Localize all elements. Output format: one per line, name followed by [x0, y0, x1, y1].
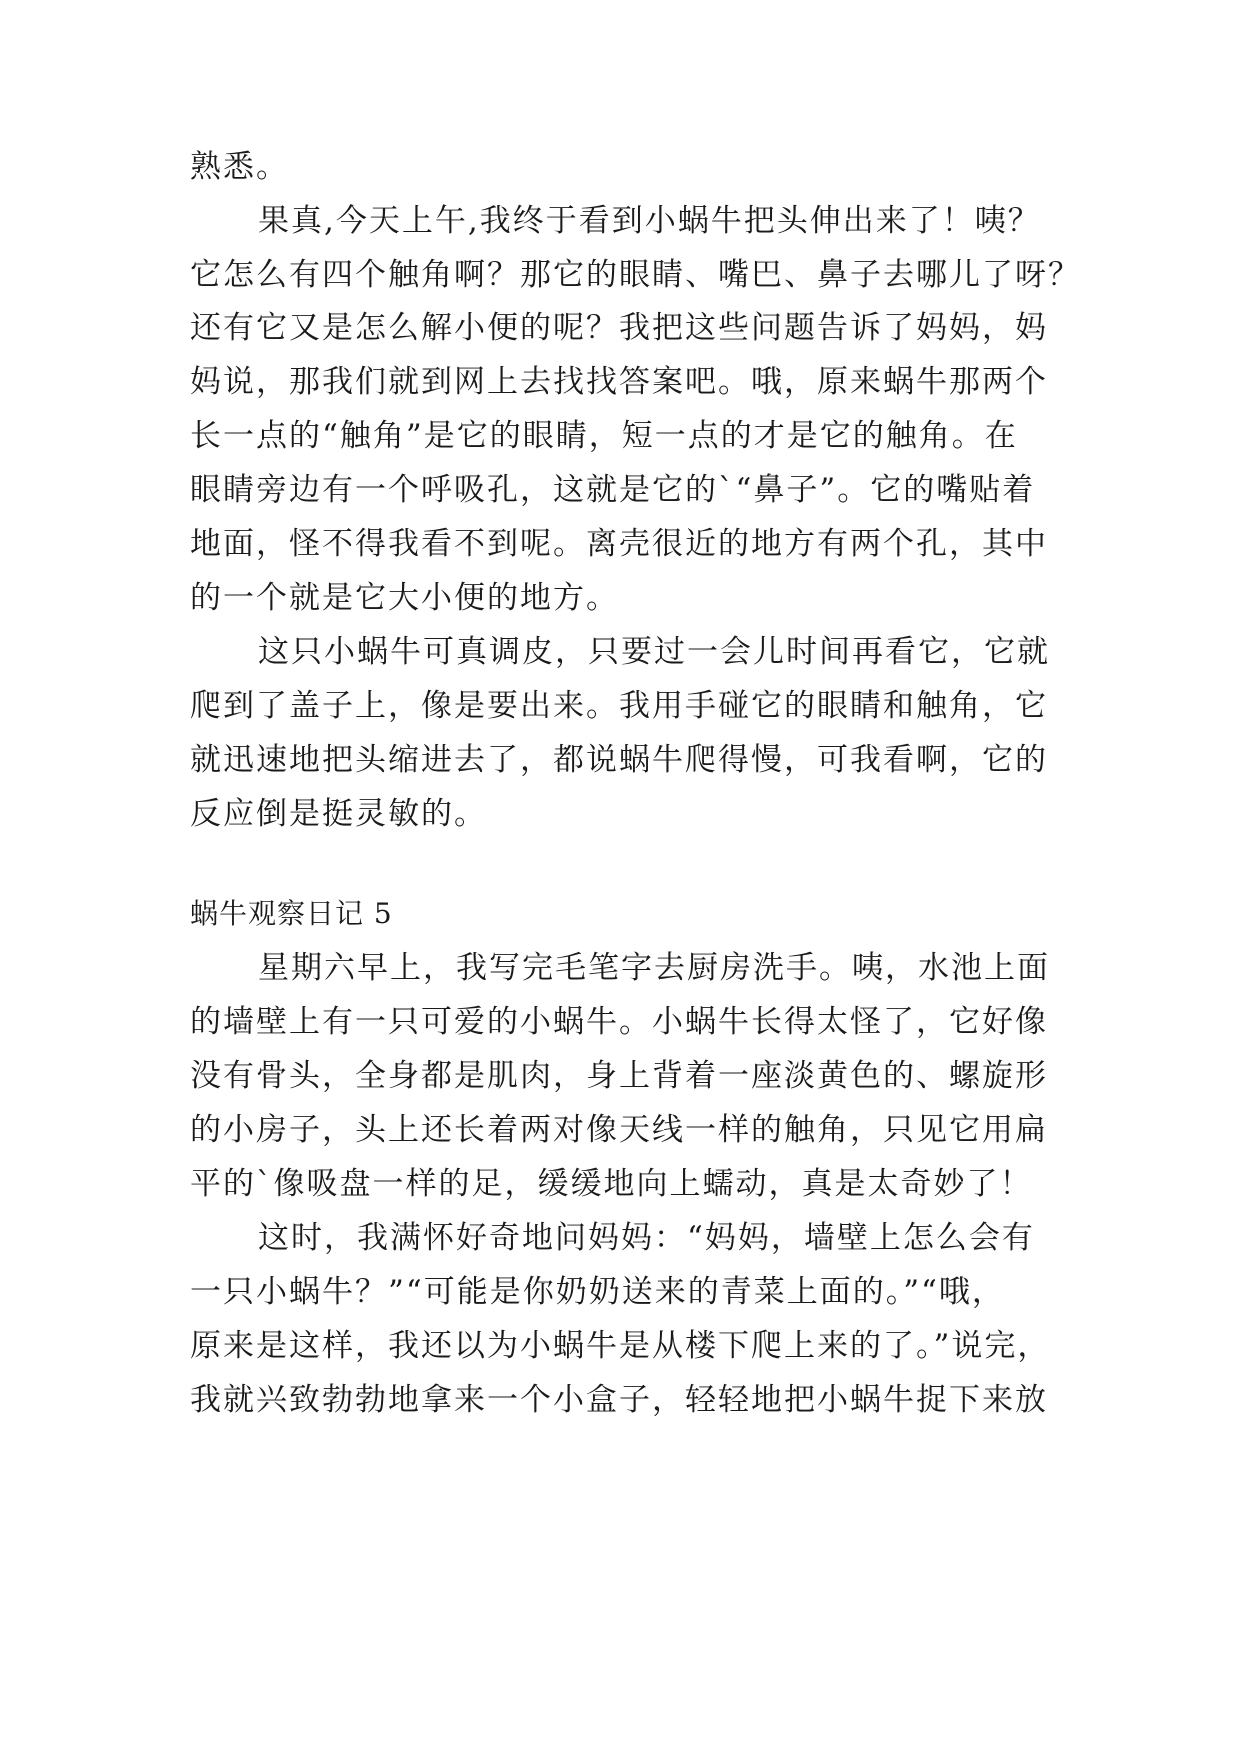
text-line: 原来是这样，我还以为小蜗牛是从楼下爬上来的了。”说完， [190, 1328, 1051, 1364]
text-line: 还有它又是怎么解小便的呢？我把这些问题告诉了妈妈，妈 [190, 310, 1048, 346]
section-title: 蜗牛观察日记 5 [190, 897, 393, 930]
text-line: 没有骨头，全身都是肌肉，身上背着一座淡黄色的、螺旋形 [190, 1058, 1048, 1094]
text-line: 一只小蜗牛？”“可能是你奶奶送来的青菜上面的。”“哦， [190, 1274, 1005, 1310]
text-line: 的小房子，头上还长着两对像天线一样的触角，只见它用扁 [190, 1112, 1048, 1148]
text-line: 我就兴致勃勃地拿来一个小盒子，轻轻地把小蜗牛捉下来放 [190, 1382, 1048, 1418]
text-line: 妈说，那我们就到网上去找找答案吧。哦，原来蜗牛那两个 [190, 364, 1048, 400]
text-line: 星期六早上，我写完毛笔字去厨房洗手。咦，水池上面 [258, 950, 1050, 986]
text-line: 这时，我满怀好奇地问妈妈：“妈妈，墙壁上怎么会有 [258, 1220, 1035, 1256]
text-line: 它怎么有四个触角啊？那它的眼睛、嘴巴、鼻子去哪儿了呀？ [190, 257, 1081, 293]
text-line: 反应倒是挺灵敏的。 [190, 796, 487, 832]
text-line: 这只小蜗牛可真调皮，只要过一会儿时间再看它，它就 [258, 634, 1050, 670]
text-line: 长一点的“触角”是它的眼睛，短一点的才是它的触角。在 [190, 418, 1018, 454]
text-line: 的墙壁上有一只可爱的小蜗牛。小蜗牛长得太怪了，它好像 [190, 1004, 1048, 1040]
text-line: 眼睛旁边有一个呼吸孔，这就是它的`“鼻子”。它的嘴贴着 [190, 472, 1036, 508]
text-line-fragment: 熟悉。 [190, 149, 289, 185]
text-line: 爬到了盖子上，像是要出来。我用手碰它的眼睛和触角，它 [190, 688, 1048, 724]
text-line: 果真,今天上午,我终于看到小蜗牛把头伸出来了！咦？ [258, 203, 1041, 239]
text-line: 地面，怪不得我看不到呢。离壳很近的地方有两个孔，其中 [190, 526, 1048, 562]
text-line: 就迅速地把头缩进去了，都说蜗牛爬得慢，可我看啊，它的 [190, 742, 1048, 778]
text-line: 的一个就是它大小便的地方。 [190, 580, 619, 616]
text-line: 平的`像吸盘一样的足，缓缓地向上蠕动，真是太奇妙了！ [190, 1166, 1033, 1202]
